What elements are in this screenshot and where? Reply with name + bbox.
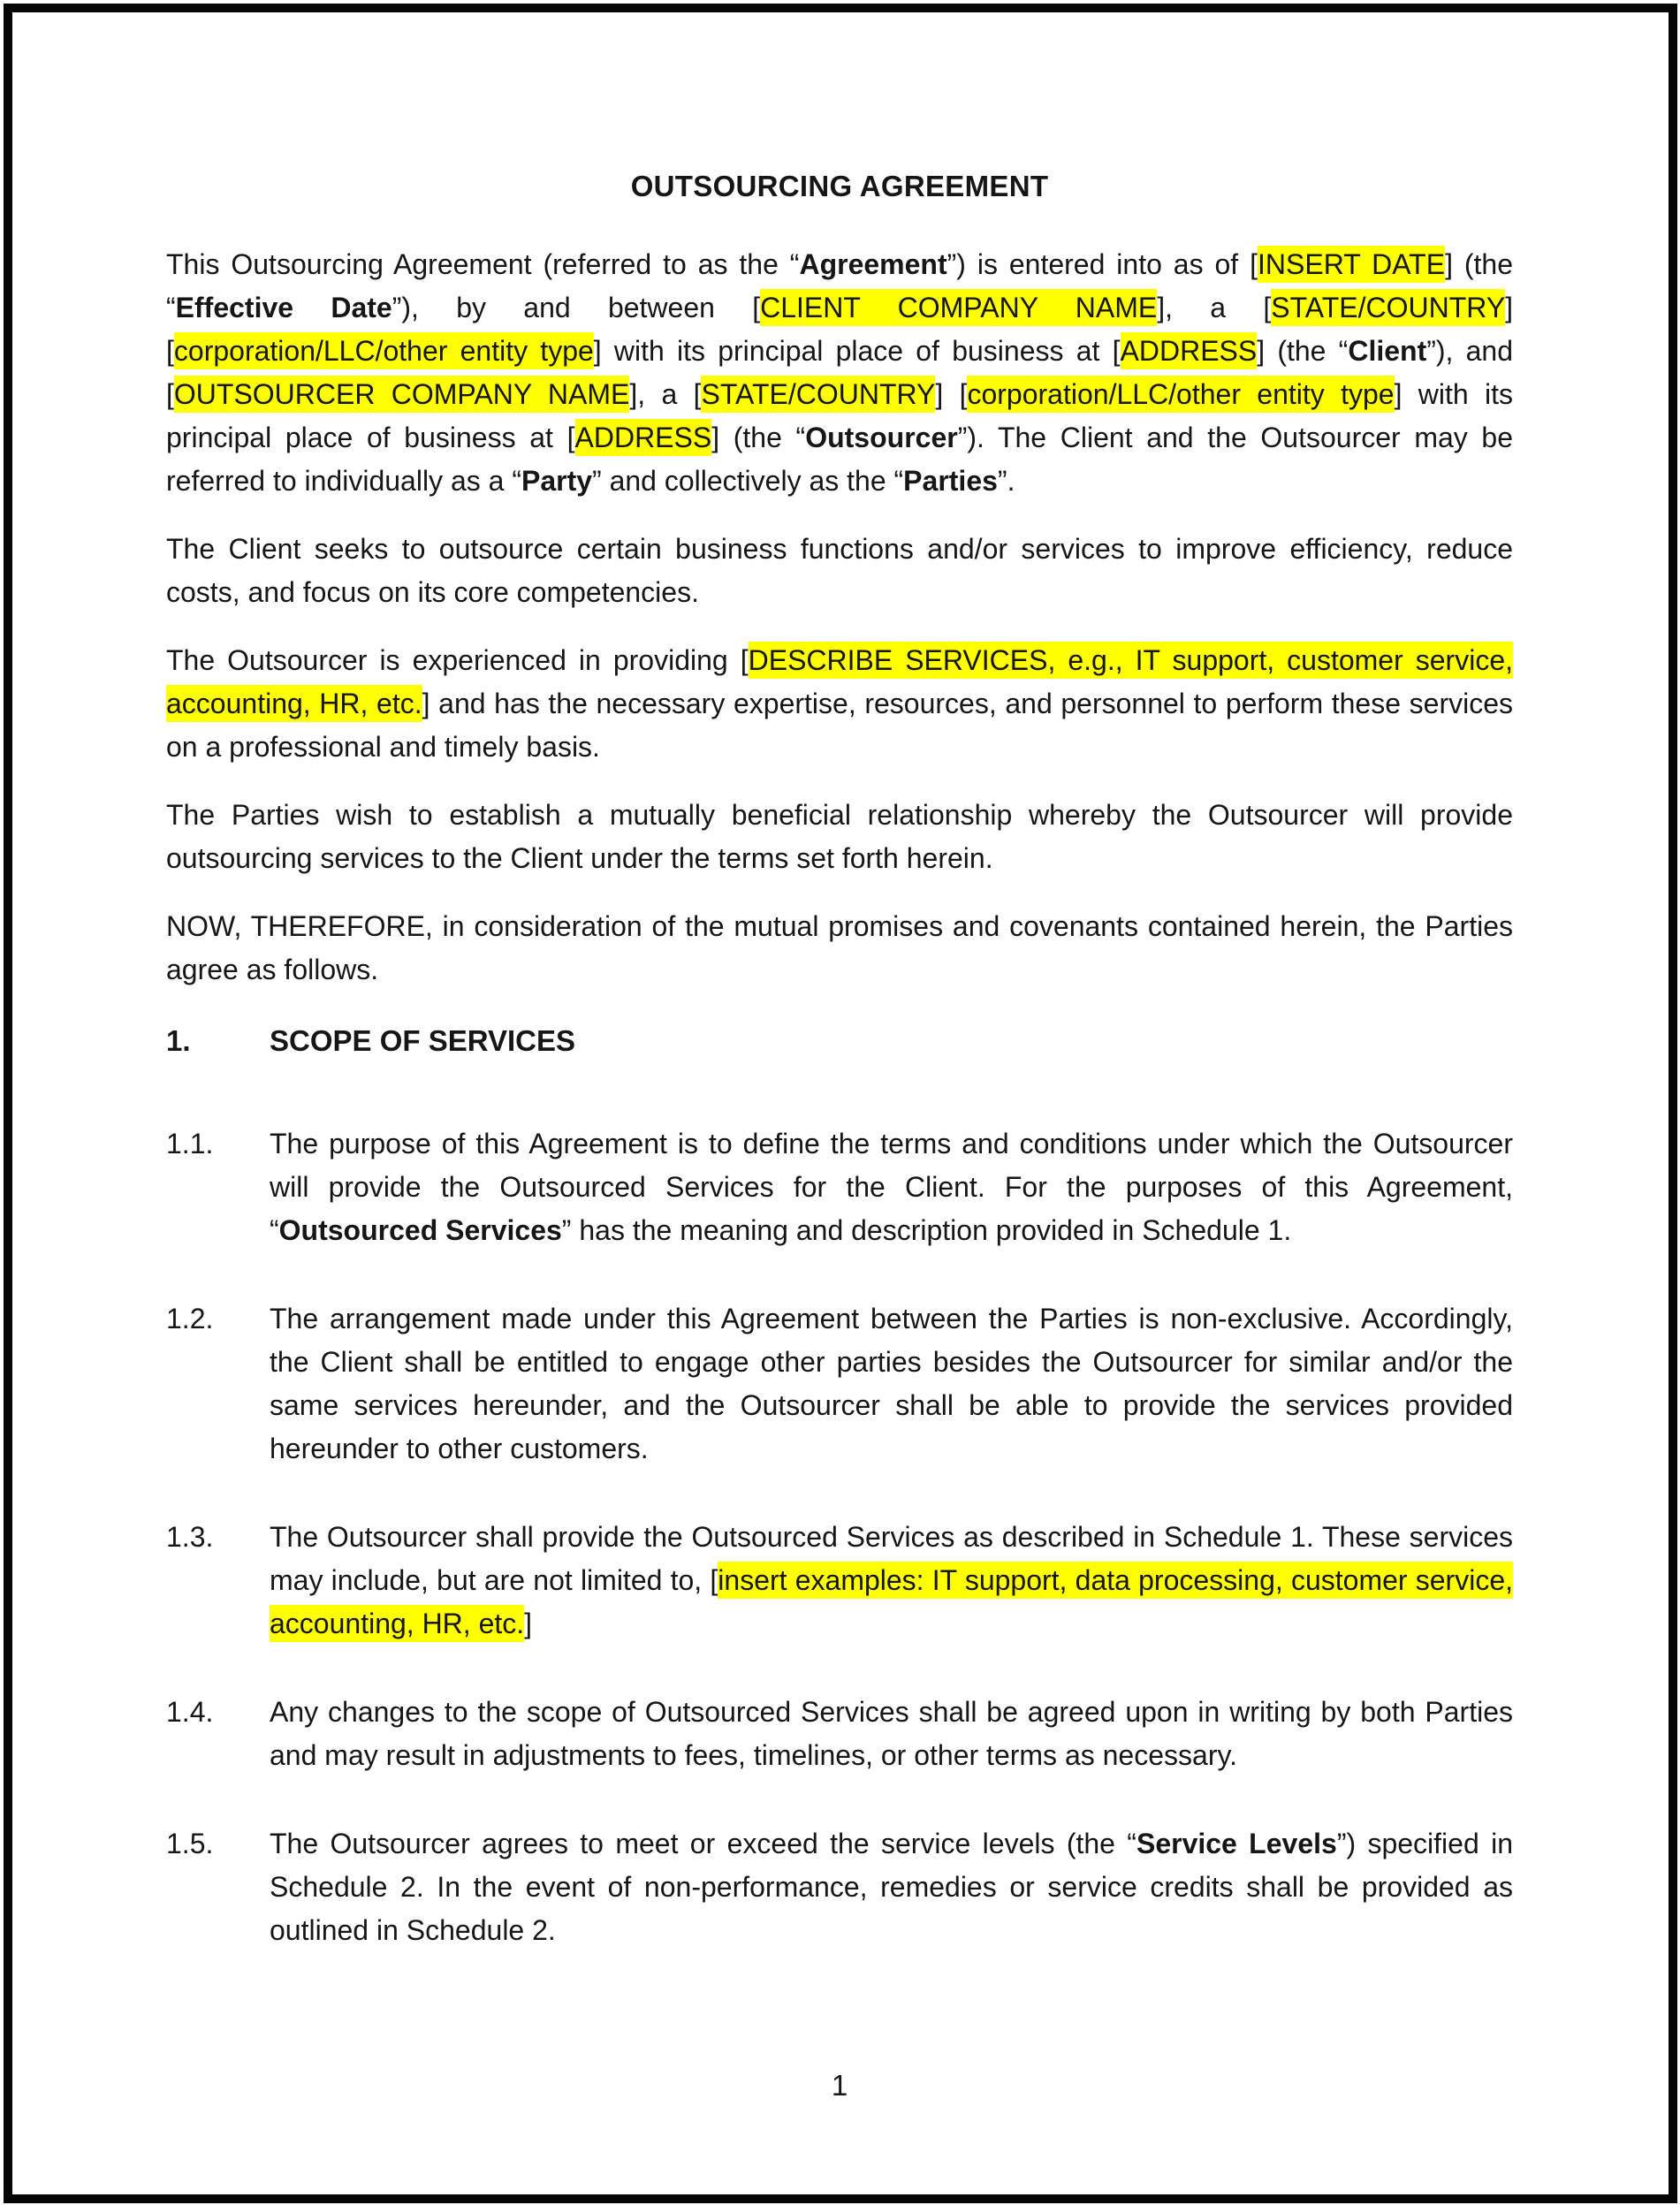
text-run: ”). The Client and the Outsourcer may be referred to individually as a “ (166, 422, 1514, 497)
clause-item-1-3 (166, 1516, 1513, 1646)
highlighted-placeholder: OUTSOURCER COMPANY NAME (174, 376, 629, 413)
text-run: ], a [ (1157, 292, 1272, 323)
text-run: ” has the meaning and description provided in Schedule 1. (561, 1214, 1292, 1246)
text-run: ”) specified in Schedule 2. In the event of non-performance, remedies or service credits shall be provided as outlined in Schedule 2. (270, 1828, 1514, 1946)
highlighted-placeholder: INSERT DATE (1258, 246, 1445, 283)
clause-item-1-5 (166, 1822, 1513, 1952)
text-run: The Parties wish to establish a mutually beneficial relationship whereby the Outsourcer will provide outsourcing services to the Client under the terms set forth herein. (166, 799, 1513, 874)
text-run: This Outsourcing Agreement (referred to as the “ (166, 248, 800, 280)
text-run: ] with its principal place of business at [ (166, 378, 1513, 453)
bold-term: Parties (903, 465, 998, 497)
highlighted-placeholder: ADDRESS (575, 419, 712, 456)
section-number: 1. (166, 1024, 191, 1057)
highlighted-placeholder: ADDRESS (1121, 332, 1258, 369)
page-number: 1 (831, 2069, 848, 2102)
highlighted-placeholder: STATE/COUNTRY (1271, 289, 1505, 326)
text-run: ] (the “ (166, 248, 1514, 323)
highlighted-placeholder: corporation/LLC/other entity type (967, 376, 1394, 413)
section-heading (166, 1019, 1513, 1062)
text-run: ] [ (166, 292, 1514, 367)
bold-term: Agreement (799, 248, 947, 280)
intro-paragraph-5 (166, 905, 1513, 992)
clause-number: 1.1. (166, 1128, 214, 1160)
clause-body (270, 1822, 1513, 1952)
clause-number: 1.2. (166, 1303, 214, 1334)
clause-item-1-4 (166, 1691, 1513, 1777)
clause-item-1-2 (166, 1297, 1513, 1471)
clause-body (270, 1122, 1513, 1252)
intro-paragraph-1 (166, 243, 1513, 503)
highlighted-placeholder: DESCRIBE SERVICES, e.g., IT support, customer service, accounting, HR, etc. (166, 642, 1513, 722)
text-run: ”. (997, 465, 1015, 497)
highlighted-placeholder: CLIENT COMPANY NAME (760, 289, 1157, 326)
text-run: ], a [ (629, 378, 702, 410)
bold-term: Effective Date (175, 292, 392, 323)
text-run: ] with its principal place of business at [ (593, 335, 1121, 367)
text-run: ”), and [ (166, 335, 1514, 410)
highlighted-placeholder: insert examples: IT support, data processing, customer service, accounting, HR, etc. (270, 1562, 1513, 1642)
bold-term: Party (521, 465, 593, 497)
bold-term: Client (1348, 335, 1427, 367)
text-run: The Outsourcer is experienced in providing [ (166, 644, 749, 676)
text-run: The purpose of this Agreement is to define the terms and conditions under which the Outsourcer will provide the Outsourced Services for the Client. For the purposes of this Agreement, “ (270, 1128, 1513, 1246)
text-run: The Outsourcer shall provide the Outsourced Services as described in Schedule 1. These services may include, but are not limited to, [ (270, 1521, 1513, 1596)
text-run: ] [ (935, 378, 968, 410)
clause-body (270, 1297, 1513, 1471)
text-run: ] (the “ (711, 422, 806, 453)
text-run: The arrangement made under this Agreement between the Parties is non-exclusive. Accordingly, the Client shall be entitled to engage other parties besides the Outsourcer for similar and/or the same services hereunder, and the Outsourcer shall be able to provide the services provided hereunder to other customers. (270, 1303, 1513, 1464)
highlighted-placeholder: corporation/LLC/other entity type (174, 332, 594, 369)
section-title: SCOPE OF SERVICES (270, 1024, 575, 1057)
clause-body (270, 1516, 1513, 1646)
document-content (166, 0, 1513, 2107)
clause-item-1-1 (166, 1122, 1513, 1252)
intro-paragraph-4 (166, 794, 1513, 880)
text-run: The Client seeks to outsource certain business functions and/or services to improve efficiency, reduce costs, and focus on its core competencies. (166, 533, 1513, 608)
intro-paragraph-3 (166, 639, 1513, 769)
text-run: ”), by and between [ (391, 292, 761, 323)
bold-term: Service Levels (1136, 1828, 1337, 1859)
clause-number: 1.3. (166, 1521, 214, 1553)
highlighted-placeholder: STATE/COUNTRY (701, 376, 935, 413)
text-run: Any changes to the scope of Outsourced Services shall be agreed upon in writing by both Parties and may result in adjustments to fees, timelines, or other terms as necessary. (270, 1696, 1513, 1771)
text-run: The Outsourcer agrees to meet or exceed the service levels (the “ (270, 1828, 1136, 1859)
text-run: ] (524, 1608, 533, 1639)
text-run: ] (the “ (1257, 335, 1349, 367)
bold-term: Outsourcer (805, 422, 958, 453)
clause-body (270, 1691, 1513, 1777)
text-run: ” and collectively as the “ (592, 465, 904, 497)
text-run: ] and has the necessary expertise, resources, and personnel to perform these services on a professional and timely basis. (166, 688, 1514, 763)
bold-term: Outsourced Services (278, 1214, 562, 1246)
document-title: OUTSOURCING AGREEMENT (630, 170, 1049, 202)
intro-paragraph-2 (166, 528, 1513, 614)
text-run: NOW, THEREFORE, in consideration of the mutual promises and covenants contained herein, the Parties agree as follows. (166, 910, 1513, 985)
clause-number: 1.4. (166, 1696, 214, 1728)
text-run: ”) is entered into as of [ (946, 248, 1258, 280)
clause-number: 1.5. (166, 1828, 214, 1859)
